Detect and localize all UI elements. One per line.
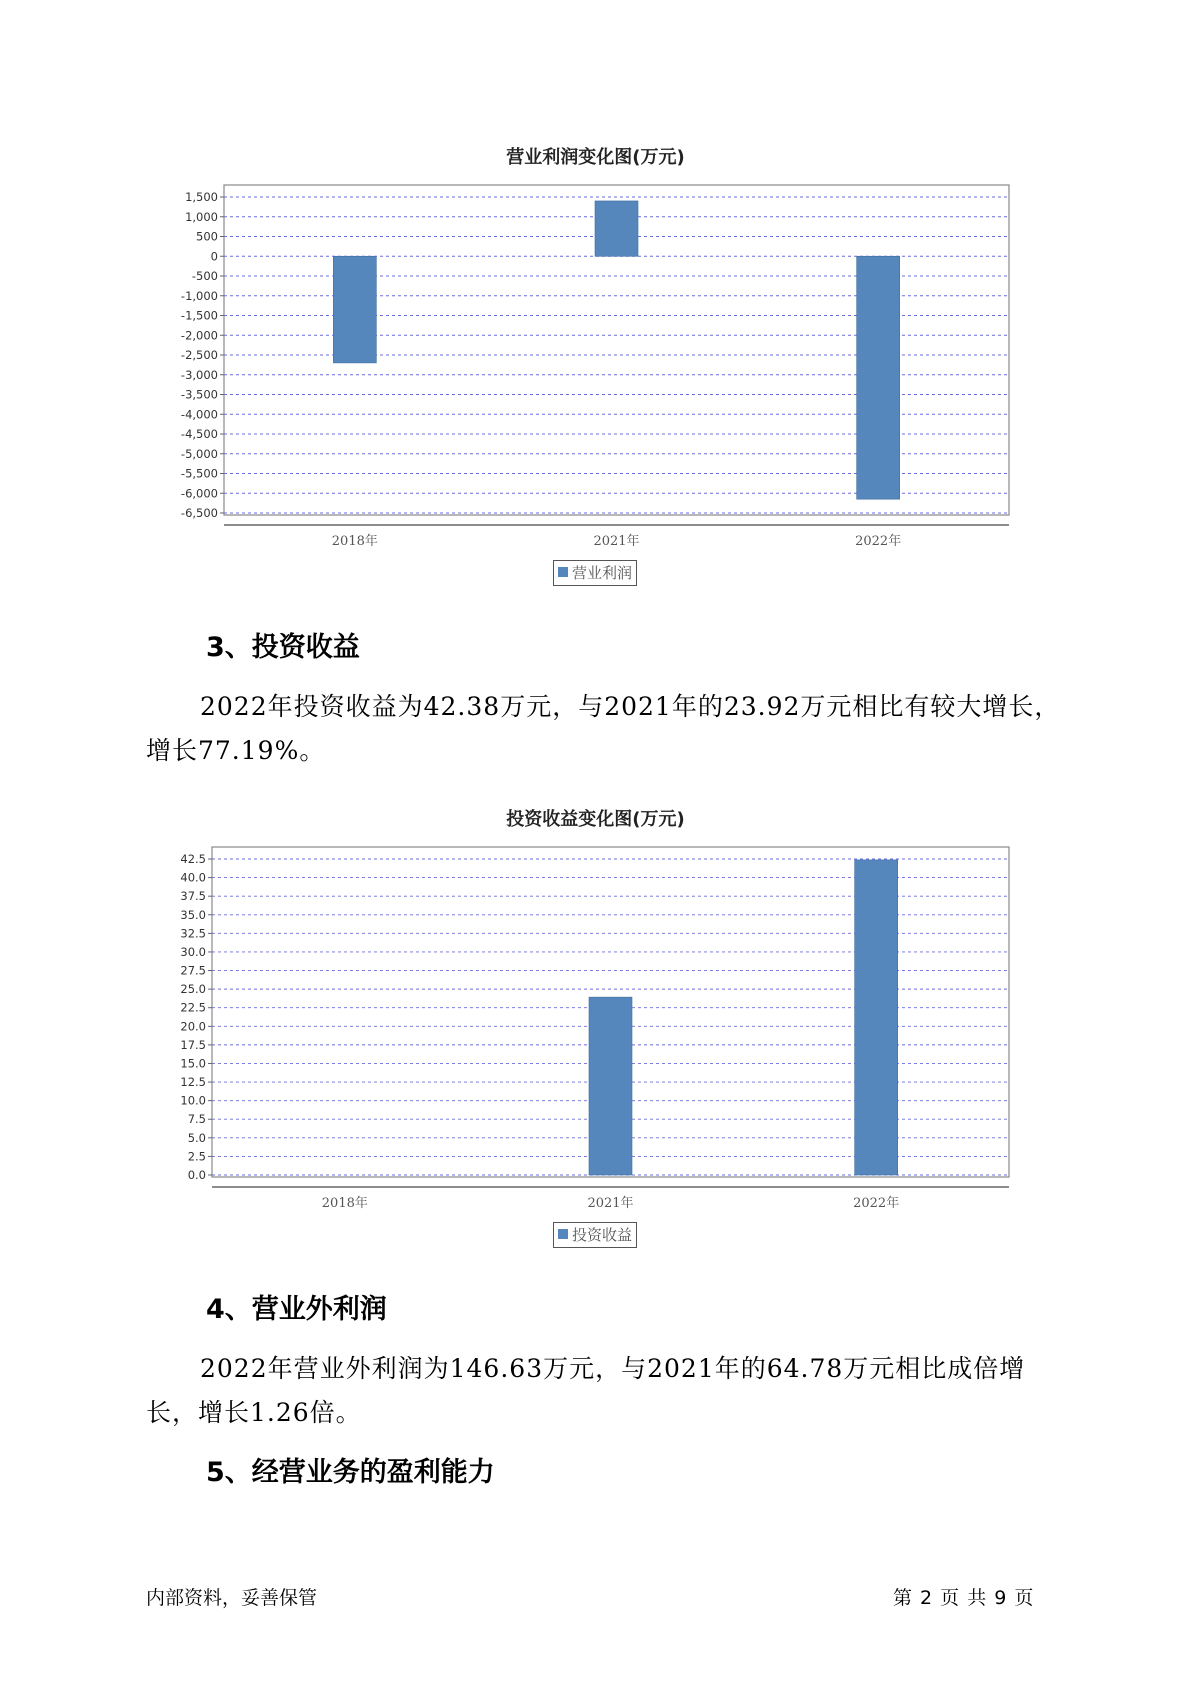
y-tick-label: 40.0 (180, 870, 206, 885)
y-tick-label: -1,000 (180, 288, 218, 303)
y-tick-label: -2,500 (180, 348, 218, 362)
chart-title: 营业利润变化图(万元) (506, 147, 685, 168)
y-tick-label: -5,500 (180, 466, 218, 481)
y-tick-label: 2.5 (187, 1149, 206, 1164)
x-tick-label: 2021年 (593, 534, 640, 549)
y-tick-label: -2,000 (180, 328, 218, 343)
y-tick-label: -4,000 (180, 407, 218, 422)
y-tick-label: -6,500 (180, 506, 218, 520)
bar (589, 997, 632, 1175)
y-tick-label: -1,500 (180, 308, 218, 323)
y-tick-label: -6,000 (180, 486, 218, 501)
y-tick-label: -4,500 (180, 427, 218, 441)
y-tick-label: 35.0 (180, 907, 206, 922)
y-tick-label: 7.5 (187, 1112, 206, 1127)
x-tick-label: 2022年 (853, 1196, 900, 1211)
x-tick-label: 2021年 (587, 1196, 634, 1211)
legend-label: 营业利润 (572, 564, 633, 582)
x-tick-label: 2018年 (321, 1196, 368, 1211)
chart-title: 投资收益变化图(万元) (506, 809, 685, 830)
section-paragraph: 2022年投资收益为42.38万元，与2021年的23.92万元相比有较大增长，增长77.19%。 (146, 692, 1061, 765)
y-tick-label: 12.5 (180, 1075, 206, 1090)
y-tick-label: 15.0 (180, 1056, 206, 1071)
x-tick-label: 2018年 (331, 534, 378, 549)
y-tick-label: 30.0 (180, 944, 206, 959)
y-tick-label: 27.5 (180, 963, 206, 978)
y-tick-label: 1,000 (185, 209, 218, 224)
x-tick-label: 2022年 (855, 534, 902, 549)
legend-swatch (558, 1229, 568, 1239)
y-tick-label: 0.0 (187, 1168, 206, 1182)
y-tick-label: -3,500 (180, 387, 218, 402)
section-heading: 4、营业外利润 (206, 1294, 387, 1325)
section-heading: 5、经营业务的盈利能力 (206, 1457, 495, 1488)
y-tick-label: 37.5 (180, 889, 206, 904)
y-tick-label: 1,500 (185, 190, 218, 204)
y-tick-label: 32.5 (180, 926, 206, 941)
section-paragraph: 2022年营业外利润为146.63万元，与2021年的64.78万元相比成倍增长，增长1.26倍。 (146, 1354, 1026, 1427)
y-tick-label: 500 (196, 229, 218, 244)
y-tick-label: 42.5 (180, 852, 206, 866)
y-tick-label: 22.5 (180, 1000, 206, 1015)
bar (855, 860, 898, 1175)
y-tick-label: 17.5 (180, 1037, 206, 1052)
y-tick-label: 0 (210, 249, 218, 264)
chart-legend (553, 1222, 637, 1248)
y-tick-label: 5.0 (187, 1130, 206, 1145)
y-tick-label: -3,000 (180, 367, 218, 382)
page-number: 第 2 页 共 9 页 (893, 1587, 1035, 1609)
y-tick-label: -5,000 (180, 446, 218, 461)
footer-note: 内部资料，妥善保管 (146, 1587, 318, 1609)
y-tick-label: -500 (191, 269, 218, 283)
y-tick-label: 20.0 (180, 1019, 206, 1034)
y-tick-label: 25.0 (180, 982, 206, 997)
legend-label: 投资收益 (572, 1226, 633, 1244)
section-heading: 3、投资收益 (206, 632, 360, 663)
y-tick-label: 10.0 (180, 1093, 206, 1108)
